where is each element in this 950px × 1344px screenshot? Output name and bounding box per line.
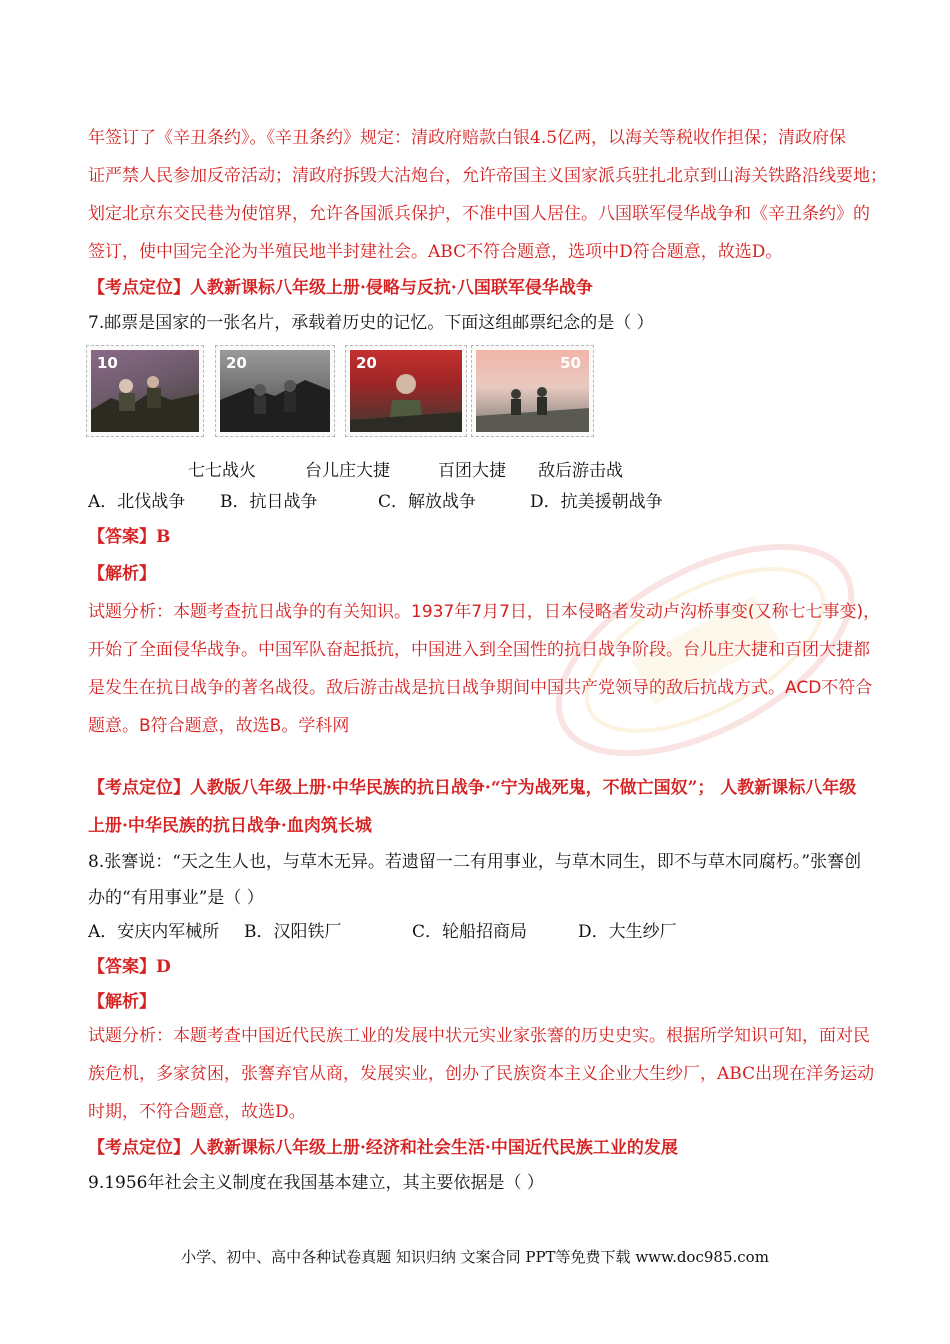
kaodian-label: 【考点定位】人教新课标八年级上册·侵略与反抗·八国联军侵华战争: [88, 278, 593, 298]
option-a: A．安庆内军械所: [88, 922, 220, 942]
stamp-caption-3: 百团大捷: [438, 461, 506, 481]
stamp-caption-2: 台儿庄大捷: [305, 461, 390, 481]
kaodian-label: 上册·中华民族的抗日战争·血肉筑长城: [88, 816, 372, 836]
option-d: D．抗美援朝战争: [530, 492, 663, 512]
explanation-line: 年签订了《辛丑条约》。《辛丑条约》规定：清政府赔款白银4.5亿两，以海关等税收作担保；清政府保: [88, 128, 847, 148]
stamp-image-4: [471, 345, 594, 437]
option-b: B．抗日战争: [220, 492, 318, 512]
option-d: D．大生纱厂: [578, 922, 677, 942]
question-8-stem: 办的“有用事业”是（ ）: [88, 888, 264, 908]
analysis-line: 是发生在抗日战争的著名战役。敌后游击战是抗日战争期间中国共产党领导的敌后抗战方式。ACD不符合: [88, 678, 873, 698]
option-b: B．汉阳铁厂: [244, 922, 342, 942]
analysis-line: 试题分析：本题考查抗日战争的有关知识。1937年7月7日，日本侵略者发动卢沟桥事变(又称七七事变)，: [88, 602, 881, 622]
question-8-stem: 8.张謇说：“天之生人也，与草木无异。若遗留一二有用事业，与草木同生，即不与草木同腐朽。”张謇创: [88, 852, 862, 872]
stamp-value-1: 10: [97, 354, 118, 372]
analysis-line: 试题分析：本题考查中国近代民族工业的发展中状元实业家张謇的历史史实。根据所学知识可知，面对民: [88, 1026, 870, 1046]
stamp-image-3: [345, 345, 467, 437]
analysis-label: 【解析】: [88, 992, 156, 1012]
stamp-value-3: 20: [356, 354, 377, 372]
explanation-line: 签订，使中国完全沦为半殖民地半封建社会。ABC不符合题意，选项中D符合题意，故选D。: [88, 242, 783, 262]
analysis-line: 时期，不符合题意，故选D。: [88, 1102, 306, 1122]
stamp-image-1: [86, 345, 204, 437]
stamp-value-4: 50: [560, 354, 581, 372]
stamp-value-2: 20: [226, 354, 247, 372]
explanation-line: 划定北京东交民巷为使馆界，允许各国派兵保护，不准中国人居住。八国联军侵华战争和《辛丑条约》的: [88, 204, 870, 224]
analysis-line: 族危机，多家贫困，张謇弃官从商，发展实业，创办了民族资本主义企业大生纱厂，ABC出现在洋务运动: [88, 1064, 875, 1084]
explanation-line: 证严禁人民参加反帝活动；清政府拆毁大沽炮台，允许帝国主义国家派兵驻扎北京到山海关铁路沿线要地；: [88, 166, 887, 186]
stamp-caption-1: 七七战火: [188, 461, 256, 481]
stamp-caption-4: 敌后游击战: [538, 461, 623, 481]
analysis-label: 【解析】: [88, 564, 156, 584]
stamp-image-2: [215, 345, 335, 437]
answer-label: 【答案】D: [88, 957, 171, 977]
page-footer: 小学、初中、高中各种试卷真题 知识归纳 文案合同 PPT等免费下载 www.doc985.com: [181, 1248, 769, 1266]
answer-label: 【答案】B: [88, 527, 171, 547]
analysis-line: 题意。B符合题意，故选B。学科网: [88, 716, 350, 736]
option-a: A．北伐战争: [88, 492, 186, 512]
kaodian-label: 【考点定位】人教新课标八年级上册·经济和社会生活·中国近代民族工业的发展: [88, 1138, 678, 1158]
option-c: C．解放战争: [378, 492, 477, 512]
analysis-line: 开始了全面侵华战争。中国军队奋起抵抗，中国进入到全国性的抗日战争阶段。台儿庄大捷和百团大捷都: [88, 640, 870, 660]
option-c: C．轮船招商局: [412, 922, 528, 942]
kaodian-label: 【考点定位】人教版八年级上册·中华民族的抗日战争·“宁为战死鬼，不做亡国奴”； 人教新课标八年级: [88, 778, 857, 798]
question-9-stem: 9.1956年社会主义制度在我国基本建立，其主要依据是（ ）: [88, 1173, 544, 1193]
question-7-stem: 7.邮票是国家的一张名片，承载着历史的记忆。下面这组邮票纪念的是（ ）: [88, 313, 654, 333]
